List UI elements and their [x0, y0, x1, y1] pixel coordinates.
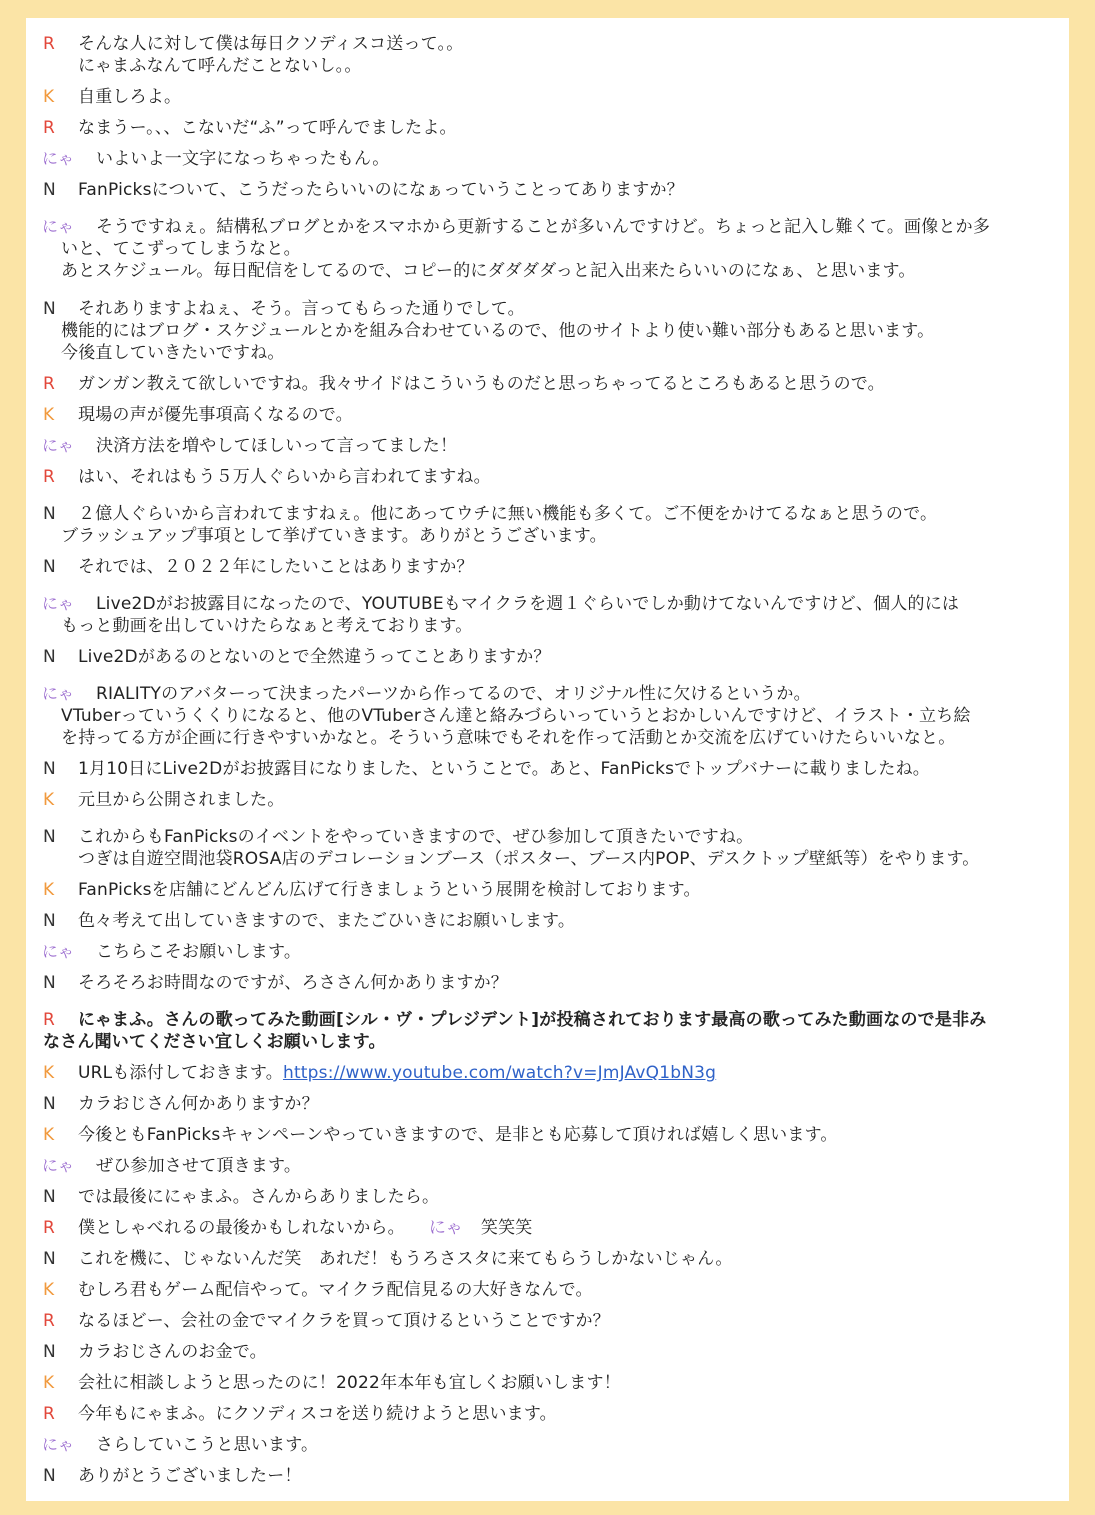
- line-text: 今年もにゃまふ。にクソディスコを送り続けようと思います。: [78, 1404, 557, 1424]
- dialogue-line: [26, 117, 1069, 139]
- line-text: ブラッシュアップ事項として挙げていきます。ありがとうございます。: [61, 526, 607, 546]
- speaker-label: K: [43, 880, 55, 900]
- line-text: なさん聞いてください宜しくお願いします。: [43, 1032, 386, 1052]
- speaker-label: R: [43, 34, 56, 54]
- speaker-label: R: [43, 1404, 56, 1424]
- line-text: そうですねぇ。結構私ブログとかをスマホから更新することが多いんですけど。ちょっと記入し難くて。画像とか多: [96, 217, 991, 237]
- speaker-label: K: [43, 1063, 55, 1083]
- speaker-label: R: [43, 1311, 56, 1331]
- speaker-label: にゃ: [42, 1435, 75, 1454]
- dialogue-line: [26, 1155, 1069, 1177]
- dialogue-line: [26, 910, 1069, 932]
- dialogue-line: [26, 342, 1069, 364]
- line-text: カラおじさん何かありますか？: [78, 1094, 319, 1114]
- line-text: こちらこそお願いします。: [96, 942, 302, 962]
- dialogue-line: [26, 1009, 1069, 1031]
- line-text: 今後ともFanPicksキャンペーンやっていきますので、是非とも応募して頂ければ嬉しく思います。: [78, 1125, 838, 1145]
- speaker-label: K: [43, 1373, 55, 1393]
- interview-panel: [26, 18, 1069, 1501]
- speaker-label: R: [43, 374, 56, 394]
- line-text: さらしていこうと思います。: [96, 1435, 319, 1455]
- line-text: 笑笑笑: [480, 1218, 533, 1238]
- line-text: にゃまふ。さんの歌ってみた動画[シル・ヴ・プレジデント]が投稿されております最高の歌ってみた動画なので是非み: [78, 1010, 987, 1030]
- dialogue-line: [26, 148, 1069, 170]
- line-text: ありがとうございましたー！: [78, 1466, 302, 1486]
- dialogue-line: [26, 1248, 1069, 1270]
- line-text: 今後直していきたいですね。: [61, 343, 285, 363]
- line-text: カラおじさんのお金で。: [78, 1342, 267, 1362]
- speaker-label: K: [43, 87, 55, 107]
- dialogue-line: [26, 373, 1069, 395]
- line-text: URLも添付しておきます。: [78, 1063, 283, 1083]
- line-text: 機能的にはブログ・スケジュールとかを組み合わせているので、他のサイトより使い難い部分もあると思います。: [61, 321, 935, 341]
- speaker-label: にゃ: [42, 149, 75, 168]
- dialogue-line: [26, 826, 1069, 848]
- speaker-label: K: [43, 1125, 55, 1145]
- line-text: いよいよ一文字になっちゃったもん。: [96, 149, 390, 169]
- dialogue-line: [26, 320, 1069, 342]
- line-text: 元旦から公開されました。: [78, 790, 285, 810]
- line-text: 色々考えて出していきますので、またごひいきにお願いします。: [78, 911, 576, 931]
- dialogue-line: [26, 556, 1069, 578]
- line-text: RIALITYのアバターって決まったパーツから作ってるので、オリジナル性に欠けるというか。: [96, 684, 811, 704]
- line-text: ２億人ぐらいから言われてますねぇ。他にあってウチに無い機能も多くて。ご不便をかけてるなぁと思うので。: [78, 504, 938, 524]
- speaker-label: N: [43, 1094, 56, 1114]
- dialogue-line: [26, 260, 1069, 282]
- speaker-label: にゃ: [42, 942, 75, 961]
- speaker-label: N: [43, 504, 56, 524]
- dialogue-line: [26, 727, 1069, 749]
- dialogue-line: [26, 1124, 1069, 1146]
- line-text: では最後ににゃまふ。さんからありましたら。: [78, 1187, 440, 1207]
- dialogue-line: [26, 848, 1069, 870]
- speaker-label: K: [43, 790, 55, 810]
- dialogue-line: [26, 179, 1069, 201]
- line-text: FanPicksを店舗にどんどん広げて行きましょうという展開を検討しております。: [78, 880, 701, 900]
- speaker-label: にゃ: [42, 684, 75, 703]
- line-text: もっと動画を出していけたらなぁと考えております。: [61, 616, 473, 636]
- line-text: つぎは自遊空間池袋ROSA店のデコレーションブース（ポスター、ブース内POP、デスクトップ壁紙等）をやります。: [78, 849, 980, 869]
- dialogue-line: [26, 1062, 1069, 1084]
- dialogue-line: [26, 1310, 1069, 1332]
- line-text: そんな人に対して僕は毎日クソディスコ送って。。: [78, 34, 464, 54]
- dialogue-line: [26, 503, 1069, 525]
- line-text: むしろ君もゲーム配信やって。マイクラ配信見るの大好きなんで。: [78, 1280, 593, 1300]
- speaker-label: N: [43, 1466, 56, 1486]
- line-text: それありますよねぇ、そう。言ってもらった通りでして。: [78, 299, 525, 319]
- speaker-label: にゃ: [42, 217, 75, 236]
- speaker-label: R: [43, 467, 56, 487]
- line-text: 決済方法を増やしてほしいって言ってました！: [96, 436, 458, 456]
- dialogue-line: [26, 1341, 1069, 1363]
- line-text: いと、てこずってしまうなと。: [61, 239, 301, 259]
- youtube-link[interactable]: https://www.youtube.com/watch?v=JmJAvQ1bN3g: [282, 1063, 717, 1083]
- line-text: はい、それはもう５万人ぐらいから言われてますね。: [78, 467, 491, 487]
- dialogue-line: [26, 1372, 1069, 1394]
- speaker-label: N: [43, 1342, 56, 1362]
- line-text: これからもFanPicksのイベントをやっていきますので、ぜひ参加して頂きたいですね。: [78, 827, 754, 847]
- line-text: Live2Dがあるのとないのとで全然違うってことありますか？: [78, 647, 551, 667]
- line-text: あとスケジュール。毎日配信をしてるので、コピー的にダダダダっと記入出来たらいいのになぁ、と思います。: [61, 261, 916, 281]
- line-text: なまうー。、、こないだ“ふ”って呼んでましたよ。: [78, 118, 457, 138]
- dialogue-line: [26, 1217, 1069, 1239]
- speaker-label: にゃ: [42, 594, 75, 613]
- line-text: にゃまふなんて呼んだことないし。。: [78, 56, 362, 76]
- line-text: VTuberっていうくくりになると、他のVTuberさん達と絡みづらいっていうとおかしいんですけど、イラスト・立ち絵: [61, 706, 971, 726]
- line-text: 僕としゃべれるの最後かもしれないから。: [78, 1218, 405, 1238]
- dialogue-line: [26, 55, 1069, 77]
- speaker-label: K: [43, 405, 55, 425]
- line-text: Live2Dがお披露目になったので、YOUTUBEもマイクラを週１ぐらいでしか動けてないんですけど、個人的には: [96, 594, 960, 614]
- dialogue-line: [26, 683, 1069, 705]
- dialogue-line: [26, 1031, 1069, 1053]
- speaker-label: N: [43, 180, 56, 200]
- dialogue-line: [26, 705, 1069, 727]
- dialogue-line: [26, 1093, 1069, 1115]
- dialogue-line: [26, 86, 1069, 108]
- dialogue-line: [26, 1186, 1069, 1208]
- line-text: 現場の声が優先事項高くなるので。: [78, 405, 353, 425]
- line-text: ガンガン教えて欲しいですね。我々サイドはこういうものだと思っちゃってるところもあると思うので。: [78, 374, 885, 394]
- dialogue-line: [26, 238, 1069, 260]
- dialogue-line: [26, 1403, 1069, 1425]
- dialogue-line: [26, 466, 1069, 488]
- dialogue-line: [26, 593, 1069, 615]
- dialogue-line: [26, 972, 1069, 994]
- speaker-label: N: [43, 1187, 56, 1207]
- line-text: ぜひ参加させて頂きます。: [96, 1156, 302, 1176]
- line-text: FanPicksについて、こうだったらいいのになぁっていうことってありますか？: [78, 180, 684, 200]
- speaker-label: N: [43, 827, 56, 847]
- dialogue-line: [26, 1465, 1069, 1487]
- speaker-label: N: [43, 557, 56, 577]
- speaker-label: N: [43, 1249, 56, 1269]
- line-text: そろそろお時間なのですが、ろささん何かありますか？: [78, 973, 508, 993]
- dialogue-line: [26, 646, 1069, 668]
- line-text: 会社に相談しようと思ったのに！2022年本年も宜しくお願いします！: [78, 1373, 621, 1393]
- line-text: 1月10日にLive2Dがお披露目になりました、ということで。あと、FanPicksでトップバナーに載りましたね。: [78, 759, 930, 779]
- speaker-label: N: [43, 647, 56, 667]
- inline-speaker-label: にゃ: [428, 1218, 463, 1238]
- line-text: これを機に、じゃないんだ笑 あれだ！もうろさスタに来てもらうしかないじゃん。: [78, 1249, 733, 1269]
- dialogue-line: [26, 525, 1069, 547]
- line-text: 自重しろよ。: [78, 87, 182, 107]
- speaker-label: N: [43, 759, 56, 779]
- dialogue-line: [26, 879, 1069, 901]
- dialogue-line: [26, 941, 1069, 963]
- line-text: それでは、２０２２年にしたいことはありますか？: [78, 557, 474, 577]
- dialogue-line: [26, 404, 1069, 426]
- speaker-label: R: [43, 1010, 56, 1030]
- line-text: を持ってる方が企画に行きやすいかなと。そういう意味でもそれを作って活動とか交流を広げていけたらいいなと。: [61, 728, 956, 748]
- dialogue-line: [26, 615, 1069, 637]
- dialogue-line: [26, 758, 1069, 780]
- speaker-label: にゃ: [42, 436, 75, 455]
- speaker-label: N: [43, 973, 56, 993]
- dialogue-line: [26, 298, 1069, 320]
- speaker-label: N: [43, 911, 56, 931]
- speaker-label: N: [43, 299, 56, 319]
- line-text: なるほどー、会社の金でマイクラを買って頂けるということですか？: [78, 1311, 610, 1331]
- speaker-label: R: [43, 1218, 56, 1238]
- dialogue-line: [26, 1434, 1069, 1456]
- dialogue-line: [26, 435, 1069, 457]
- dialogue-line: [26, 216, 1069, 238]
- dialogue-line: [26, 1279, 1069, 1301]
- speaker-label: K: [43, 1280, 55, 1300]
- dialogue-line: [26, 789, 1069, 811]
- speaker-label: にゃ: [42, 1156, 75, 1175]
- speaker-label: R: [43, 118, 56, 138]
- dialogue-line: [26, 33, 1069, 55]
